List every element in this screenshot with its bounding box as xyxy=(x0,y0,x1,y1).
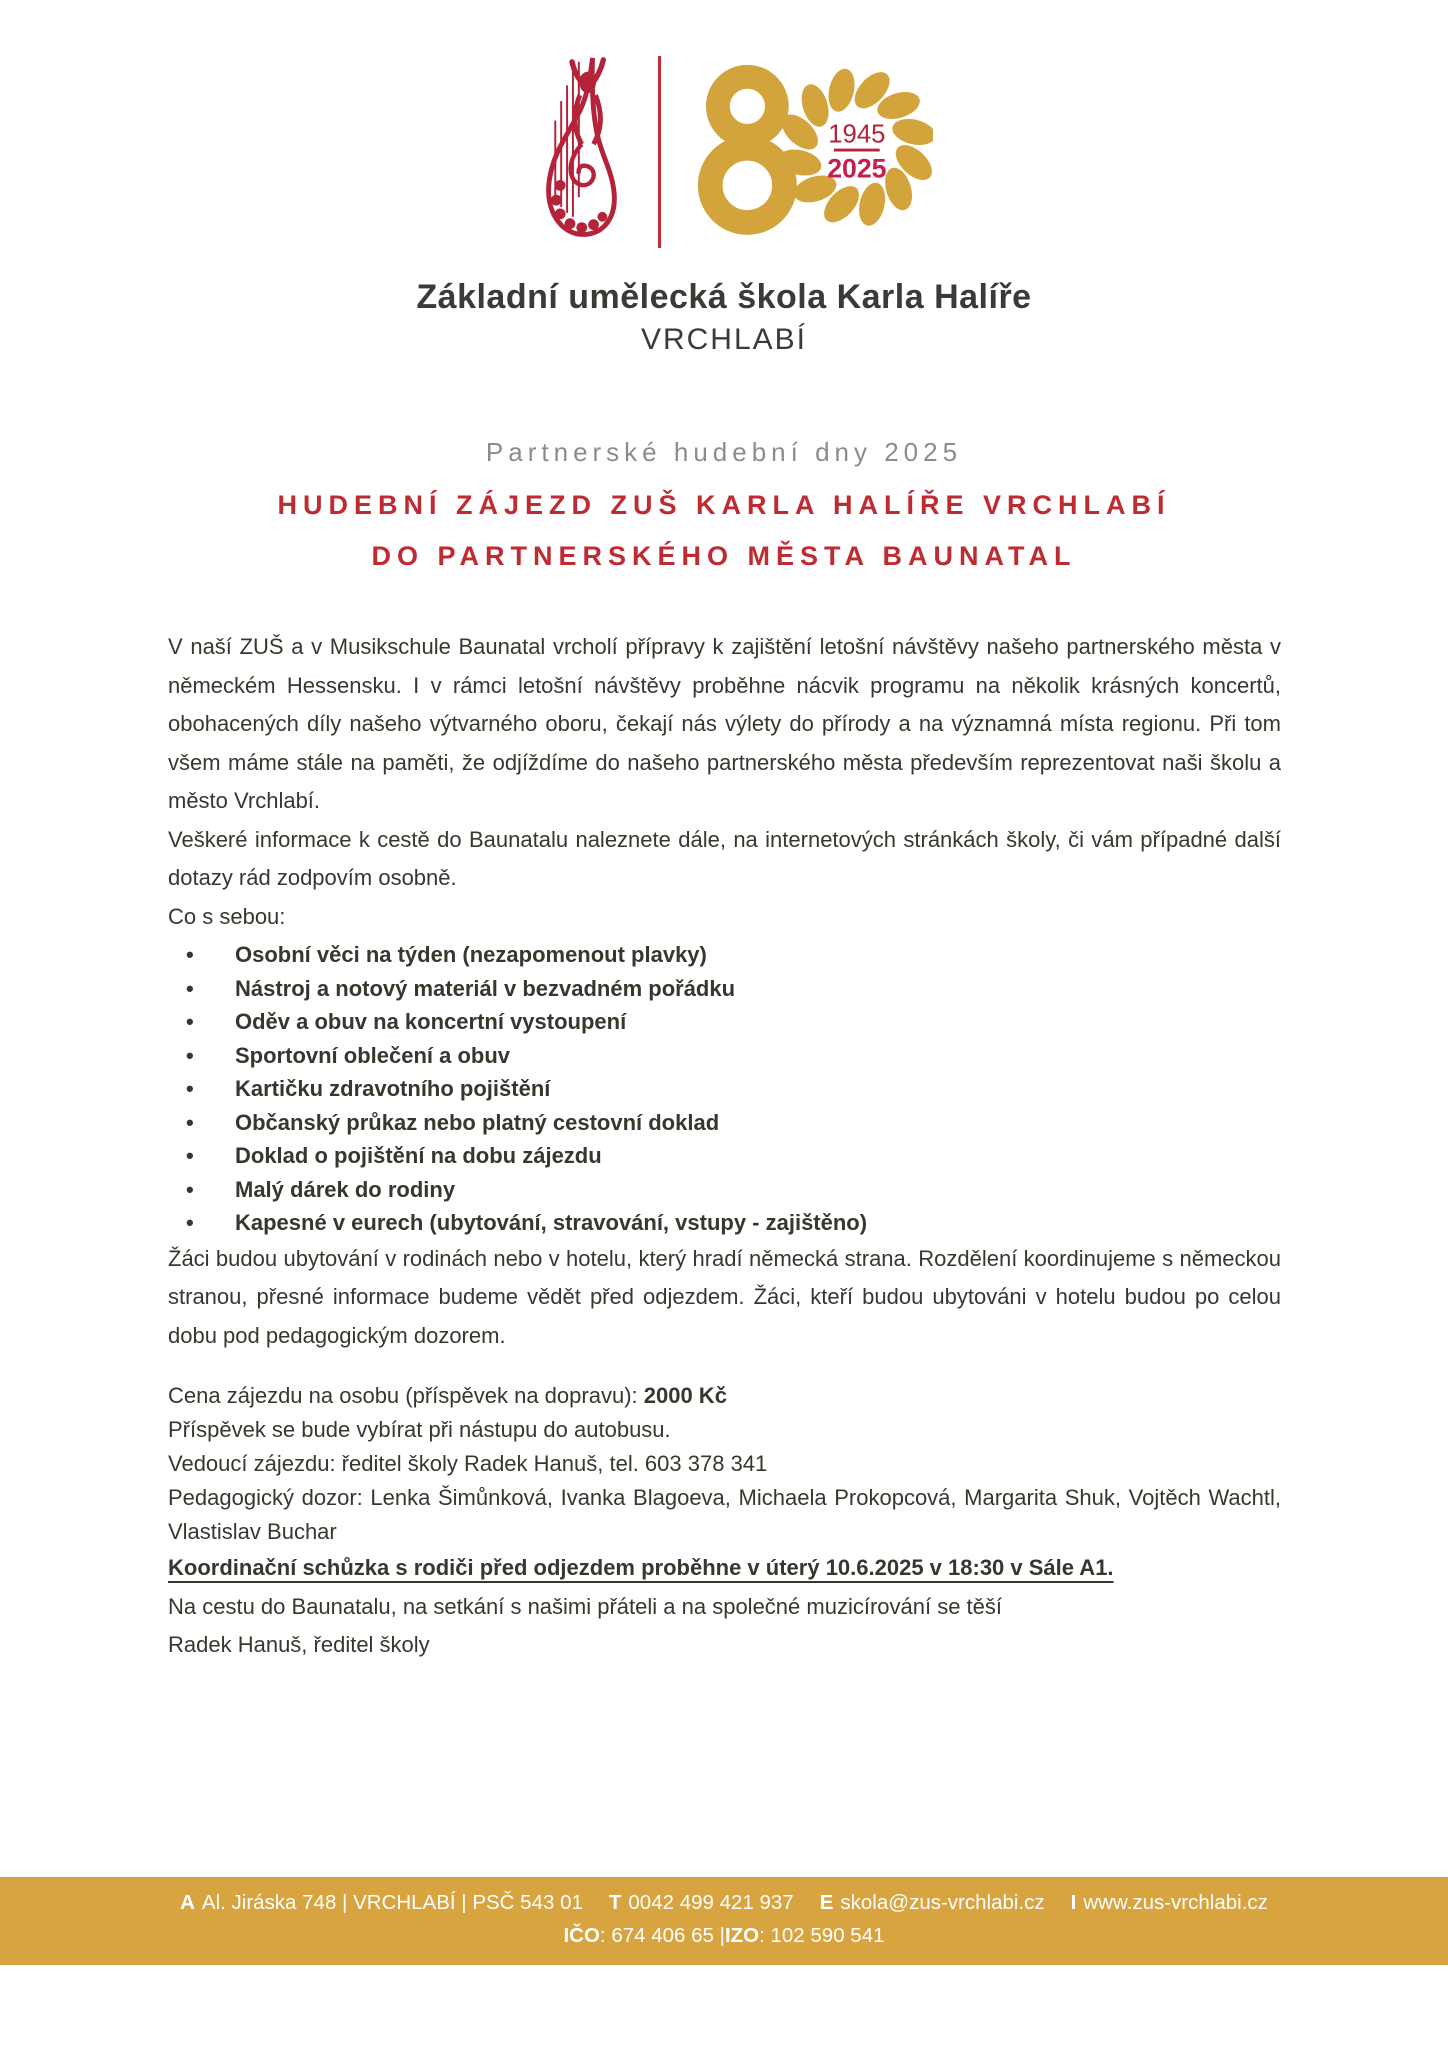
meeting-notice: Koordinační schůzka s rodiči před odjezdem proběhne v úterý 10.6.2025 v 18:30 v Sále A1. xyxy=(168,1555,1114,1580)
anniversary-80-icon xyxy=(695,52,933,252)
list-item-text: Malý dárek do rodiny xyxy=(235,1176,456,1202)
price-line xyxy=(168,1379,1281,1413)
header-logo xyxy=(0,0,1448,264)
footer-bar xyxy=(0,1877,1448,1965)
trip-info-block xyxy=(168,1379,1281,1549)
izo-value: : 102 590 541 xyxy=(759,1924,885,1947)
document-title-line2: DO PARTNERSKÉHO MĚSTA BAUNATAL xyxy=(371,541,1077,571)
signature-line: Radek Hanuš, ředitel školy xyxy=(168,1632,430,1657)
list-item-text: Oděv a obuv na koncertní vystoupení xyxy=(235,1009,627,1034)
packing-list-heading: Co s sebou: xyxy=(168,903,286,929)
city-name: VRCHLABÍ xyxy=(640,323,808,356)
price-value: 2000 Kč xyxy=(643,1383,727,1408)
bullet-icon: • xyxy=(186,1143,194,1168)
list-item xyxy=(168,972,1281,1006)
list-item-text: Kapesné v eurech (ubytování, stravování, vstupy - zajištěno) xyxy=(235,1210,868,1235)
payment-note: Příspěvek se bude vybírat při nástupu do autobusu. xyxy=(168,1417,671,1442)
email-icon: E xyxy=(819,1891,834,1914)
phone-icon: T xyxy=(608,1891,622,1914)
footer-email-text: skola@zus-vrchlabi.cz xyxy=(840,1891,1045,1914)
anniversary-year-bottom: 2025 xyxy=(826,153,886,184)
packing-list xyxy=(168,938,1281,1240)
footer-phone-text: 0042 499 421 937 xyxy=(628,1891,794,1914)
list-item-text: Kartičku zdravotního pojištění xyxy=(235,1076,551,1101)
accommodation-paragraph: Žáci budou ubytování v rodinách nebo v hotelu, který hradí německá strana. Rozdělení koordinujeme s německou stranou, přesné informace budeme vědět před odjezdem. Žáci, kteří budou ubytováni v hotelu budou po celou dobu pod pedagogickým dozorem. xyxy=(168,1245,1281,1348)
list-item xyxy=(168,1206,1281,1240)
closing-line: Na cestu do Baunatalu, na setkání s našimi přáteli a na společné muzicírování se těší xyxy=(168,1593,1003,1619)
footer-phone xyxy=(609,1890,794,1916)
footer-address-text: Al. Jiráska 748 | VRCHLABÍ | PSČ 543 01 xyxy=(201,1891,583,1914)
letter-body xyxy=(168,628,1281,1665)
list-item-text: Osobní věci na týden (nezapomenout plavky) xyxy=(235,942,707,967)
bullet-icon: • xyxy=(186,1210,194,1235)
school-name: Základní umělecká škola Karla Halíře xyxy=(416,278,1032,316)
footer-email xyxy=(820,1890,1045,1916)
bullet-icon: • xyxy=(186,1009,194,1034)
web-icon: I xyxy=(1070,1891,1077,1914)
bullet-icon: • xyxy=(186,942,194,967)
footer-website-text: www.zus-vrchlabi.cz xyxy=(1083,1891,1268,1914)
price-label: Cena zájezdu na osobu (příspěvek na dopravu): xyxy=(168,1383,644,1408)
bullet-icon: • xyxy=(186,1042,194,1068)
list-item xyxy=(168,1005,1281,1039)
bullet-icon: • xyxy=(186,1109,194,1135)
ico-value: : 674 406 65 | xyxy=(599,1924,725,1947)
list-item xyxy=(168,1072,1281,1106)
address-icon: A xyxy=(180,1891,195,1914)
bullet-icon: • xyxy=(186,1076,194,1101)
list-item-text: Nástroj a notový materiál v bezvadném pořádku xyxy=(235,975,736,1001)
izo-label: IZO xyxy=(724,1924,760,1947)
bullet-icon: • xyxy=(186,975,194,1001)
supervisors-line: Pedagogický dozor: Lenka Šimůnková, Ivanka Blagoeva, Michaela Prokopcová, Margarita Shuk, Vojtěch Wachtl, Vlastislav Buchar xyxy=(168,1485,1281,1544)
list-item xyxy=(168,1139,1281,1173)
list-item-text: Doklad o pojištění na dobu zájezdu xyxy=(235,1143,602,1168)
list-item xyxy=(168,1039,1281,1073)
event-subtitle: Partnerské hudební dny 2025 xyxy=(485,437,963,467)
list-item xyxy=(168,1173,1281,1207)
intro-paragraph: V naší ZUŠ a v Musikschule Baunatal vrcholí přípravy k zajištění letošní návštěvy našeho partnerského města v německém Hessensku. I v rámci letošní návštěvy proběhne nácvik programu na několik krásných koncertů, obohacených díly našeho výtvarného oboru, čekají nás výlety do přírody a na významná místa regionu. Při tom všem máme stále na paměti, že odjíždíme do našeho partnerského města především reprezentovat naši školu a město Vrchlabí. xyxy=(168,634,1281,813)
trip-leader-line: Vedoucí zájezdu: ředitel školy Radek Hanuš, tel. 603 378 341 xyxy=(168,1451,768,1476)
anniversary-year-top: 1945 xyxy=(827,120,885,149)
list-item-text: Sportovní oblečení a obuv xyxy=(235,1042,511,1068)
ico-label: IČO xyxy=(563,1924,600,1947)
list-item-text: Občanský průkaz nebo platný cestovní doklad xyxy=(235,1109,720,1135)
footer-website xyxy=(1071,1890,1268,1916)
footer-address xyxy=(180,1890,583,1916)
footer-contact-line xyxy=(0,1877,1448,1916)
logo-divider xyxy=(658,56,661,248)
bullet-icon: • xyxy=(186,1176,194,1202)
document-title-line1: HUDEBNÍ ZÁJEZD ZUŠ KARLA HALÍŘE VRCHLABÍ xyxy=(277,490,1171,520)
list-item xyxy=(168,1106,1281,1140)
list-item xyxy=(168,938,1281,972)
footer-id-line xyxy=(0,1923,1448,1949)
info-paragraph: Veškeré informace k cestě do Baunatalu naleznete dále, na internetových stránkách školy, či vám případné další dotazy rád zodpovím osobně. xyxy=(168,826,1281,890)
violin-figure-icon xyxy=(516,52,624,258)
